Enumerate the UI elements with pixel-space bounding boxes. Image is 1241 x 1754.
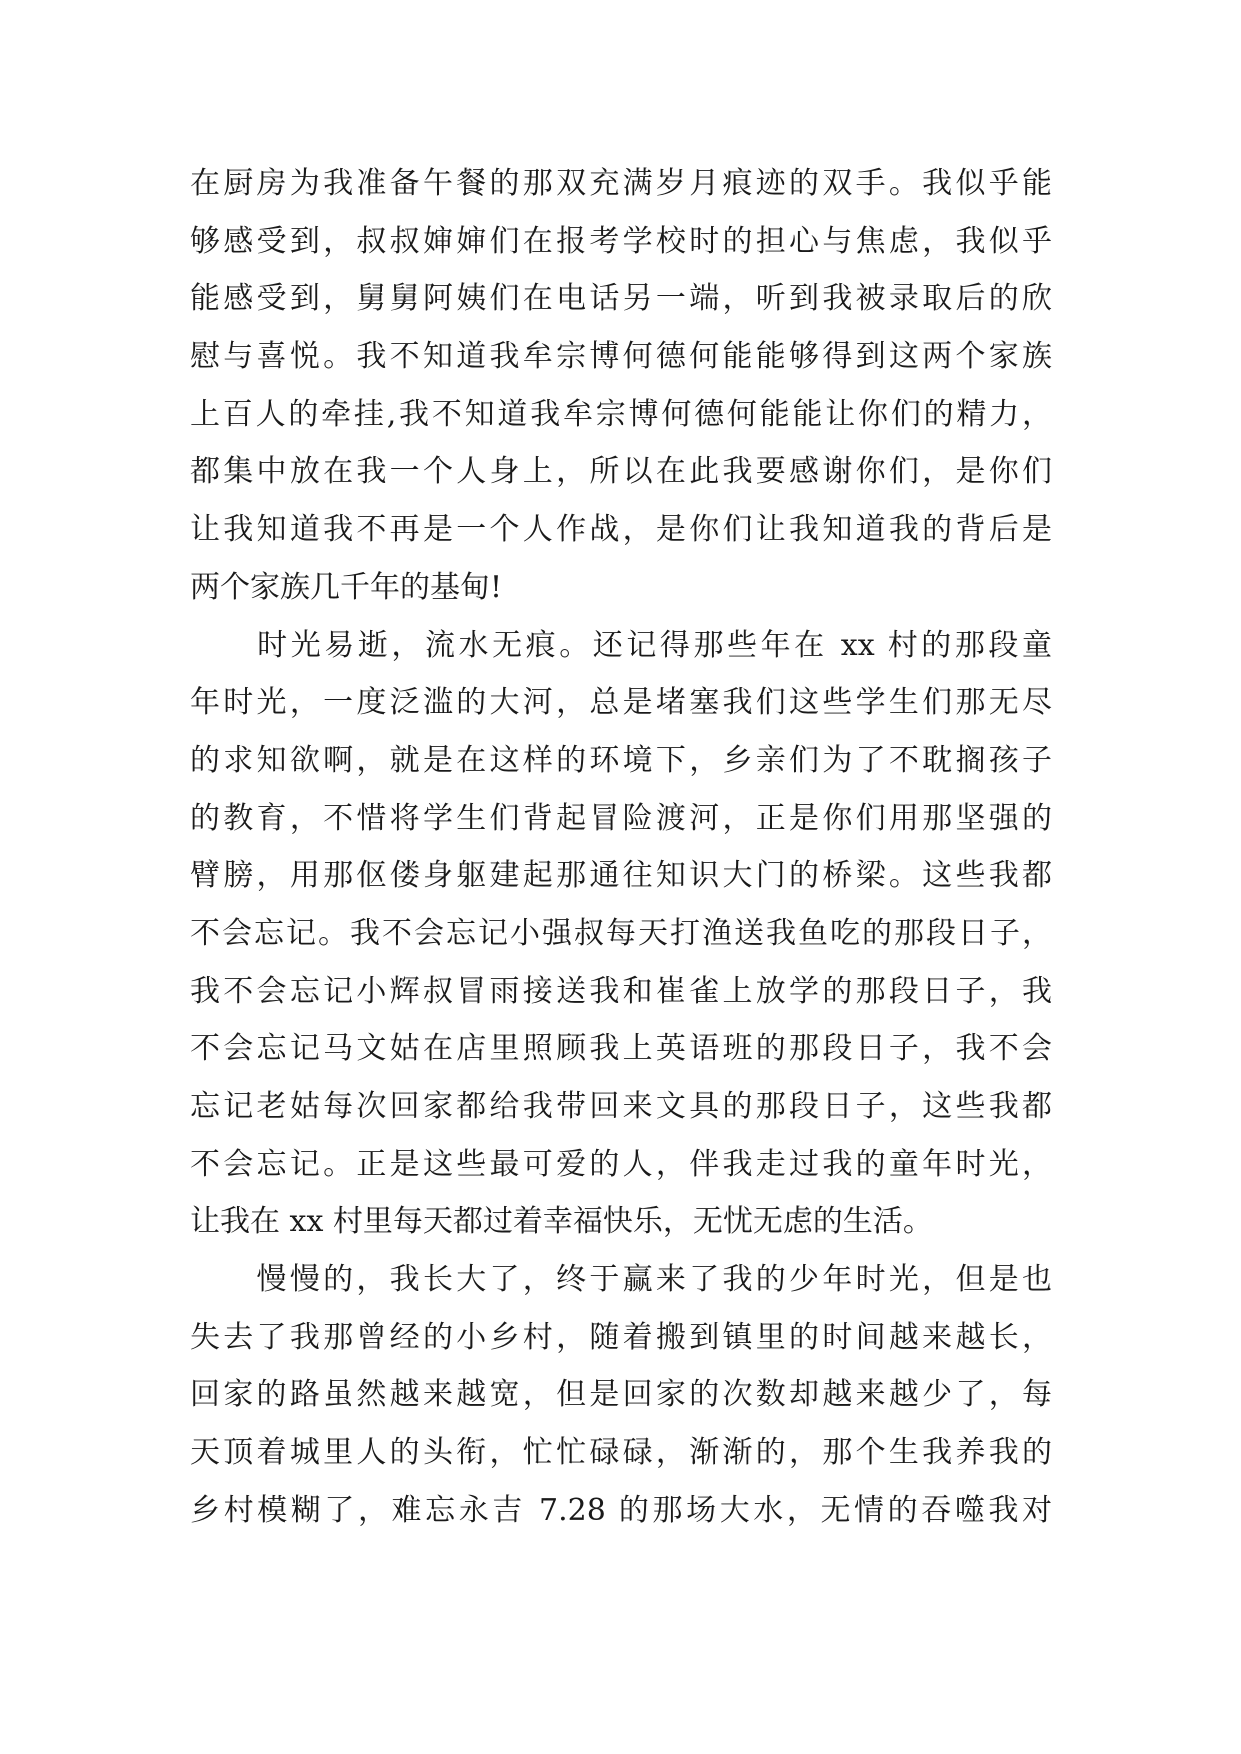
text-line: 不会忘记。正是这些最可爱的人，伴我走过我的童年时光， — [190, 1146, 1052, 1182]
text-line: 让我知道我不再是一个人作战，是你们让我知道我的背后是 — [190, 512, 1052, 548]
text-line: 天顶着城里人的头衔，忙忙碌碌，渐渐的，那个生我养我的 — [190, 1435, 1052, 1471]
text-line: 都集中放在我一个人身上，所以在此我要感谢你们，是你们 — [190, 454, 1052, 490]
text-line: 回家的路虽然越来越宽，但是回家的次数却越来越少了，每 — [190, 1377, 1052, 1413]
text-line: 的求知欲啊，就是在这样的环境下，乡亲们为了不耽搁孩子 — [190, 742, 1052, 778]
text-line: 不会忘记马文姑在店里照顾我上英语班的那段日子，我不会 — [190, 1031, 1052, 1067]
text-line: 两个家族几千年的基甸! — [190, 569, 503, 605]
text-line: 乡村模糊了，难忘永吉 7.28 的那场大水，无情的吞噬我对 — [190, 1492, 1052, 1528]
text-line: 上百人的牵挂,我不知道我牟宗博何德何能能让你们的精力， — [190, 396, 1052, 432]
text-line: 失去了我那曾经的小乡村，随着搬到镇里的时间越来越长， — [190, 1319, 1052, 1355]
text-line: 在厨房为我准备午餐的那双充满岁月痕迹的双手。我似乎能 — [190, 166, 1052, 201]
text-line: 臂膀，用那伛偻身躯建起那通往知识大门的桥梁。这些我都 — [190, 858, 1052, 894]
text-line: 慰与喜悦。我不知道我牟宗博何德何能能够得到这两个家族 — [190, 339, 1052, 375]
body-text — [190, 155, 1052, 1540]
text-line: 慢慢的，我长大了，终于赢来了我的少年时光，但是也 — [190, 1262, 1052, 1298]
text-line: 让我在 xx 村里每天都过着幸福快乐，无忧无虑的生活。 — [190, 1204, 933, 1240]
text-line: 忘记老姑每次回家都给我带回来文具的那段日子，这些我都 — [190, 1089, 1052, 1124]
text-line: 我不会忘记小辉叔冒雨接送我和崔雀上放学的那段日子，我 — [190, 973, 1052, 1009]
text-line: 够感受到，叔叔婶婶们在报考学校时的担心与焦虑，我似乎 — [190, 223, 1052, 259]
text-line: 年时光，一度泛滥的大河，总是堵塞我们这些学生们那无尽 — [190, 685, 1052, 721]
text-line: 的教育，不惜将学生们背起冒险渡河，正是你们用那坚强的 — [190, 800, 1052, 836]
text-line: 时光易逝，流水无痕。还记得那些年在 xx 村的那段童 — [190, 627, 1052, 663]
text-line: 不会忘记。我不会忘记小强叔每天打渔送我鱼吃的那段日子， — [190, 915, 1052, 951]
text-line: 能感受到，舅舅阿姨们在电话另一端，听到我被录取后的欣 — [190, 281, 1052, 317]
